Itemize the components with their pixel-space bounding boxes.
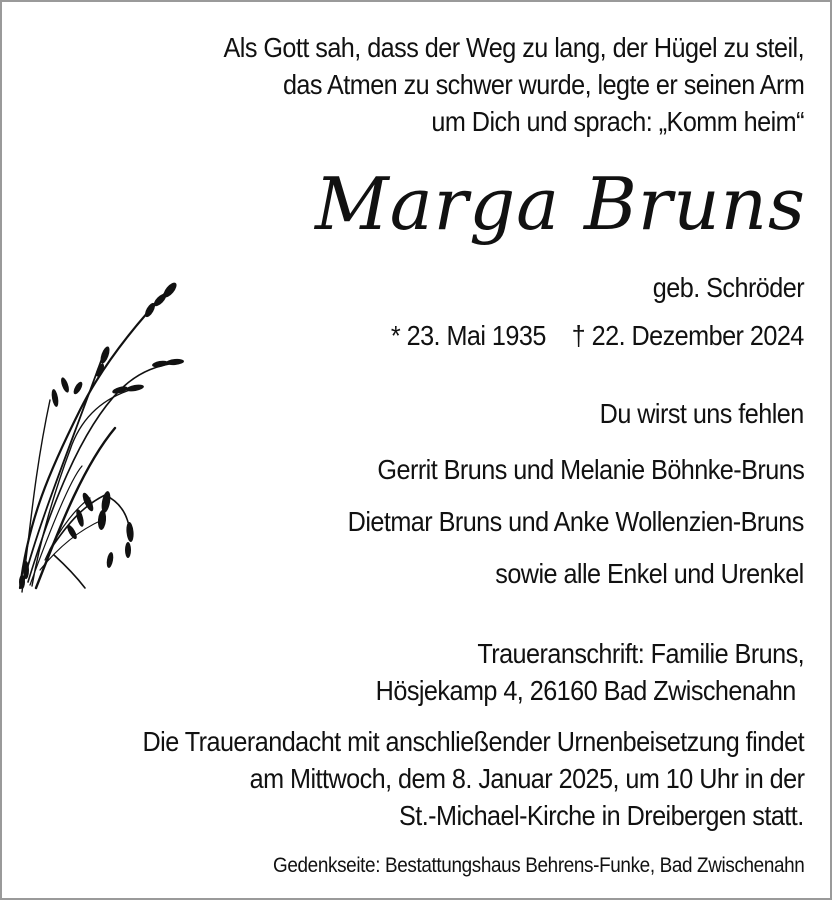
service-line-2: am Mittwoch, dem 8. Januar 2025, um 10 Uhr in der bbox=[249, 763, 804, 794]
address-line-2: Hösjekamp 4, 26160 Bad Zwischenahn bbox=[375, 675, 796, 706]
service-line-1: Die Trauerandacht mit anschließender Urnenbeisetzung findet bbox=[142, 726, 804, 757]
address-line-1: Traueranschrift: Familie Bruns, bbox=[477, 638, 804, 669]
death-date: † 22. Dezember 2024 bbox=[571, 320, 804, 351]
poem-line-3: um Dich und sprach: „Komm heim“ bbox=[431, 106, 804, 137]
deceased-name: Marga Bruns bbox=[315, 162, 806, 246]
service-line-3: St.-Michael-Kirche in Dreibergen statt. bbox=[399, 800, 804, 831]
farewell-text: Du wirst uns fehlen bbox=[599, 398, 804, 429]
poem-line-2: das Atmen zu schwer wurde, legte er seinen Arm bbox=[282, 69, 804, 100]
grass-stalk-icon bbox=[10, 270, 200, 600]
mourner-line-3: sowie alle Enkel und Urenkel bbox=[495, 558, 804, 589]
memorial-page-note: Gedenkseite: Bestattungshaus Behrens-Funke, Bad Zwischenahn bbox=[272, 854, 804, 877]
birth-date: * 23. Mai 1935 bbox=[391, 320, 547, 351]
birth-name: geb. Schröder bbox=[652, 272, 804, 303]
poem-line-1: Als Gott sah, dass der Weg zu lang, der Hügel zu steil, bbox=[223, 32, 804, 63]
mourner-line-2: Dietmar Bruns und Anke Wollenzien-Bruns bbox=[347, 506, 804, 537]
life-dates bbox=[391, 320, 804, 352]
mourner-line-1: Gerrit Bruns und Melanie Böhnke-Bruns bbox=[377, 454, 804, 485]
